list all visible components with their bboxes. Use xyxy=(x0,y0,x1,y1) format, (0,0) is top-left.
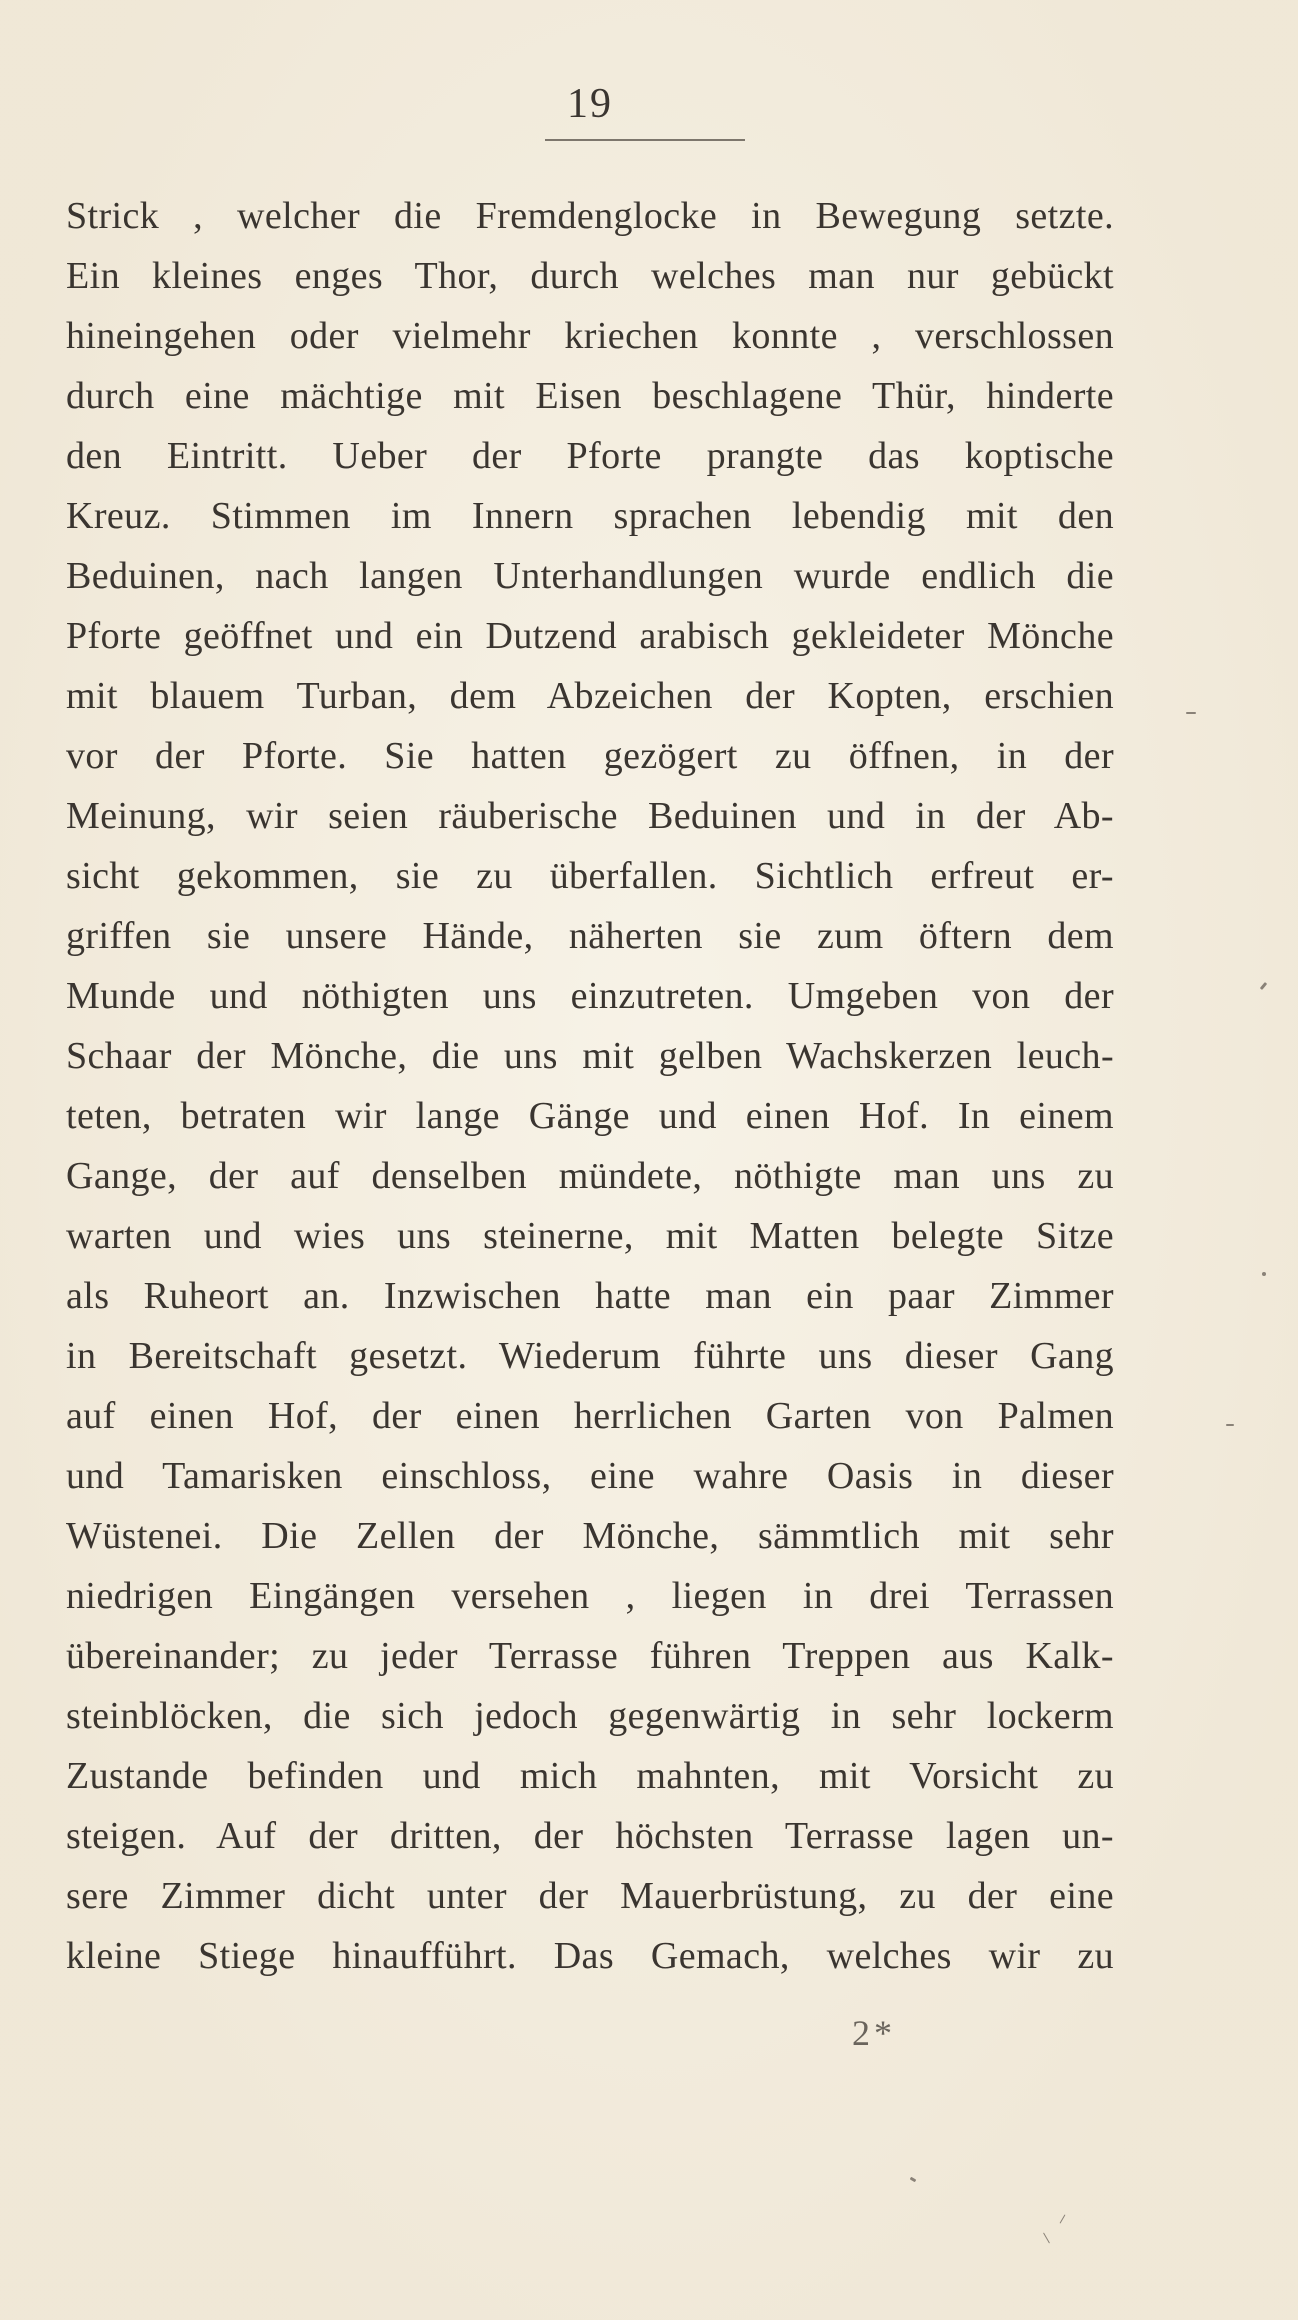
paper-speck xyxy=(1043,2233,1050,2244)
text-line: mit blauem Turban, dem Abzeichen der Kopten, erschien xyxy=(66,675,1114,717)
paper-speck xyxy=(1260,982,1267,990)
text-line: Kreuz. Stimmen im Innern sprachen lebendig mit den xyxy=(66,495,1114,537)
text-line: in Bereitschaft gesetzt. Wiederum führte uns dieser Gang xyxy=(66,1335,1114,1377)
text-line: Gange, der auf denselben mündete, nöthigte man uns zu xyxy=(66,1155,1114,1197)
text-line: hineingehen oder vielmehr kriechen konnte , verschlossen xyxy=(66,315,1114,357)
text-line: Zustande befinden und mich mahnten, mit Vorsicht zu xyxy=(66,1755,1114,1797)
text-line: niedrigen Eingängen versehen , liegen in drei Terrassen xyxy=(66,1575,1114,1617)
paper-speck xyxy=(910,2177,917,2183)
text-line: warten und wies uns steinerne, mit Matten belegte Sitze xyxy=(66,1215,1114,1257)
text-line: steigen. Auf der dritten, der höchsten Terrasse lagen un- xyxy=(66,1815,1114,1857)
paper-speck xyxy=(1262,1272,1266,1276)
text-line: Beduinen, nach langen Unterhandlungen wurde endlich die xyxy=(66,555,1114,597)
page-number: 19 xyxy=(567,81,613,127)
paper-speck xyxy=(1060,2214,1066,2223)
text-line: sicht gekommen, sie zu überfallen. Sichtlich erfreut er- xyxy=(66,855,1114,897)
text-line: übereinander; zu jeder Terrasse führen Treppen aus Kalk- xyxy=(66,1635,1114,1677)
text-line: als Ruheort an. Inzwischen hatte man ein paar Zimmer xyxy=(66,1275,1114,1317)
text-line: auf einen Hof, der einen herrlichen Garten von Palmen xyxy=(66,1395,1114,1437)
text-line: den Eintritt. Ueber der Pforte prangte das koptische xyxy=(66,435,1114,477)
text-line: sere Zimmer dicht unter der Mauerbrüstung, zu der eine xyxy=(66,1875,1114,1917)
text-line: Meinung, wir seien räuberische Beduinen und in der Ab- xyxy=(66,795,1114,837)
text-line: Wüstenei. Die Zellen der Mönche, sämmtlich mit sehr xyxy=(66,1515,1114,1557)
text-line: teten, betraten wir lange Gänge und einen Hof. In einem xyxy=(66,1095,1114,1137)
text-line: vor der Pforte. Sie hatten gezögert zu öffnen, in der xyxy=(66,735,1114,777)
text-line: kleine Stiege hinaufführt. Das Gemach, welches wir zu xyxy=(66,1935,1114,1977)
text-line: Schaar der Mönche, die uns mit gelben Wachskerzen leuch- xyxy=(66,1035,1114,1077)
text-line: steinblöcken, die sich jedoch gegenwärtig in sehr lockerm xyxy=(66,1695,1114,1737)
text-line: Pforte geöffnet und ein Dutzend arabisch gekleideter Mönche xyxy=(66,615,1114,657)
body-text xyxy=(66,186,1114,1986)
text-line: griffen sie unsere Hände, näherten sie zum öftern dem xyxy=(66,915,1114,957)
text-line: und Tamarisken einschloss, eine wahre Oasis in dieser xyxy=(66,1455,1114,1497)
text-line: Strick , welcher die Fremdenglocke in Bewegung setzte. xyxy=(66,195,1114,237)
text-line: durch eine mächtige mit Eisen beschlagene Thür, hinderte xyxy=(66,375,1114,417)
header-rule xyxy=(545,139,745,141)
paper-speck xyxy=(1186,712,1196,714)
text-line: Ein kleines enges Thor, durch welches man nur gebückt xyxy=(66,255,1114,297)
text-line: Munde und nöthigten uns einzutreten. Umgeben von der xyxy=(66,975,1114,1017)
signature-mark: 2* xyxy=(852,2013,896,2053)
paper-speck xyxy=(1226,1424,1234,1426)
